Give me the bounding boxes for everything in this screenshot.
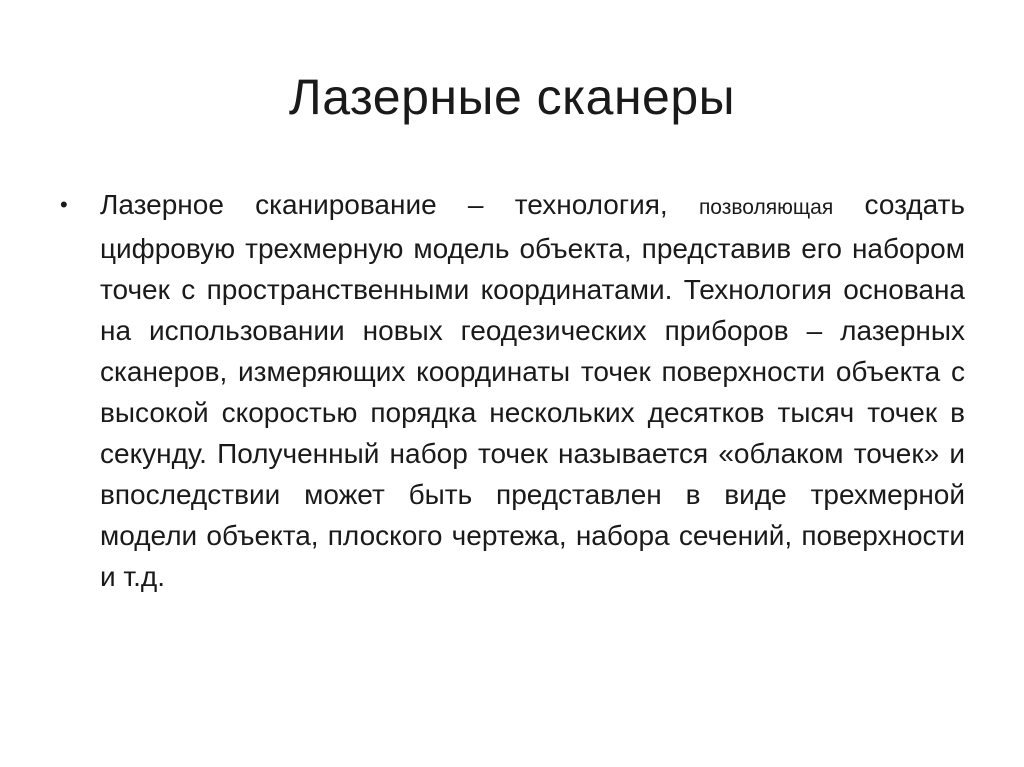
slide-title: Лазерные сканеры <box>288 69 736 125</box>
bullet-text-part1: Лазерное сканирование – технология, <box>100 189 699 220</box>
bullet-item <box>60 184 965 597</box>
bullet-list <box>60 184 965 597</box>
bullet-text-small-word: позволяющая <box>698 196 834 219</box>
bullet-marker: • <box>60 192 68 217</box>
bullet-text-part2: создать цифровую трехмерную модель объекта, представив его набором точек с пространственными координатами. Технология основана на использовании новых геодезических приборов – лазерных сканеров, измеряющих координаты точек поверхности объекта с высокой скоростью порядка нескольких десятков тысяч точек в секунду. Полученный набор точек называется «облаком точек» и впоследствии может быть представлен в виде трехмерной модели объекта, плоского чертежа, набора сечений, поверхности и т.д. <box>100 189 965 592</box>
